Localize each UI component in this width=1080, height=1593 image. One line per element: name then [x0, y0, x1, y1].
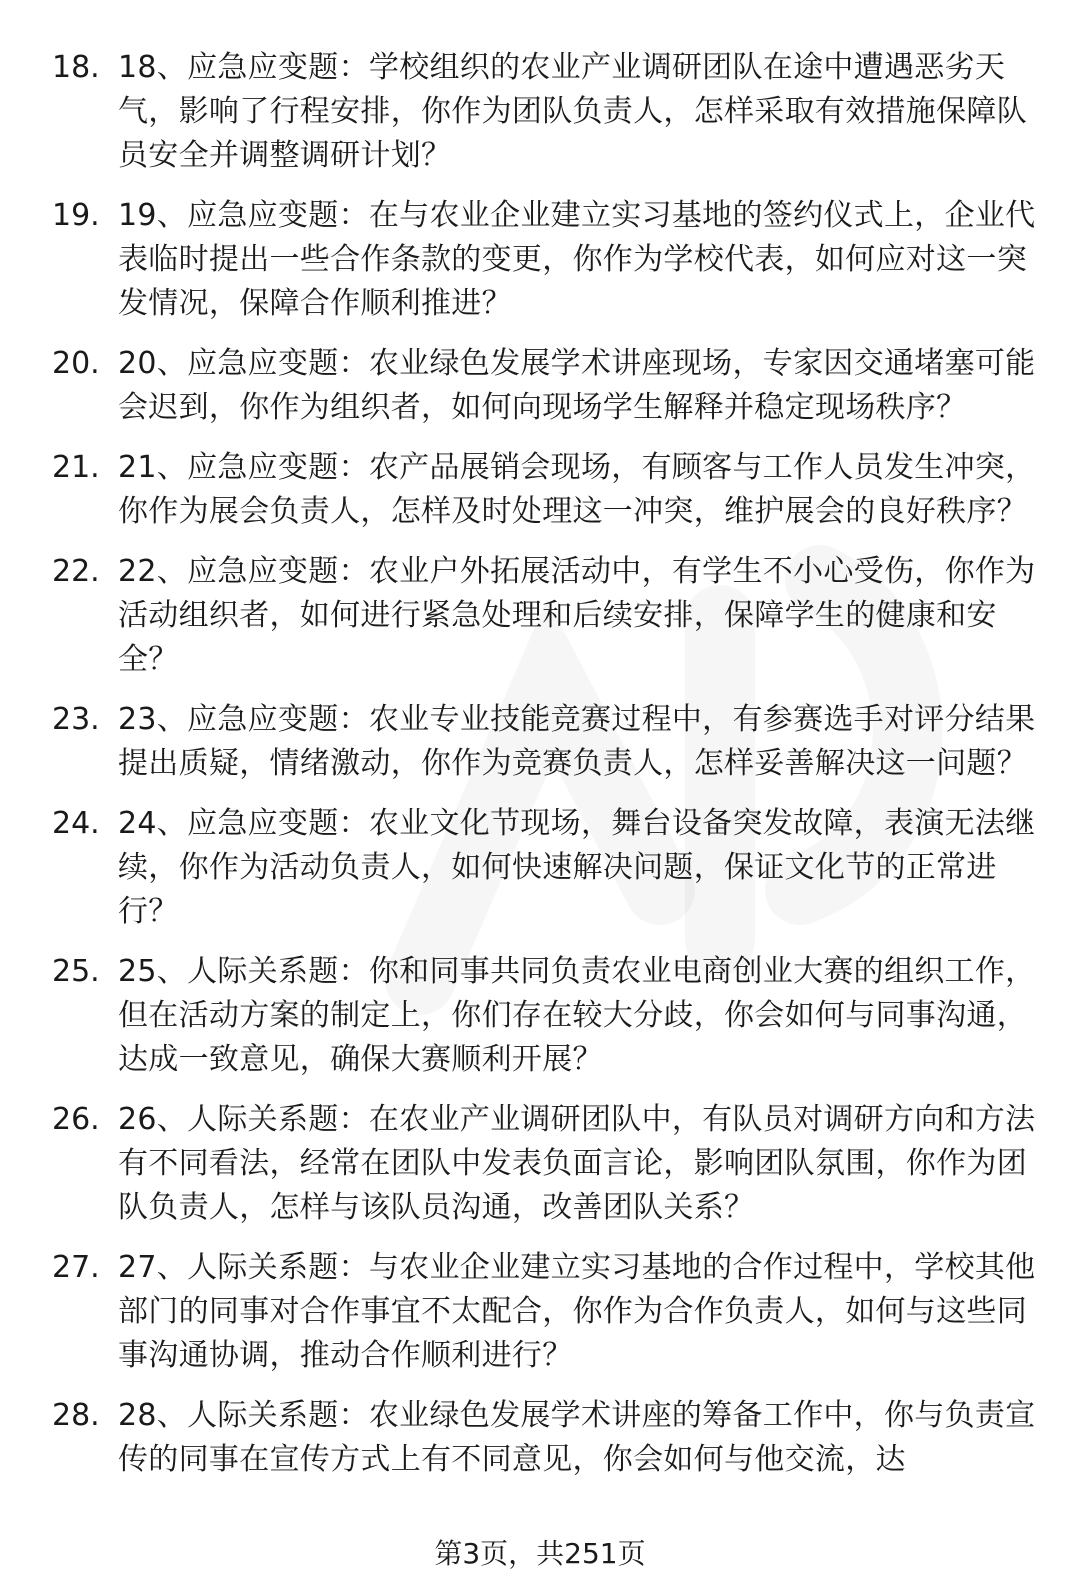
question-number: 26.	[52, 1102, 100, 1137]
question-number: 28.	[52, 1398, 100, 1433]
question-number: 19.	[52, 198, 100, 233]
question-item-18	[52, 46, 1037, 178]
question-number: 21.	[52, 450, 100, 485]
question-item-27	[52, 1246, 1037, 1378]
question-item-24	[52, 802, 1037, 934]
question-item-23	[52, 698, 1037, 786]
question-text: 27、人际关系题：与农业企业建立实习基地的合作过程中，学校其他部门的同事对合作事宜不太配合，你作为合作负责人，如何与这些同事沟通协调，推动合作顺利进行？	[118, 1250, 1036, 1373]
question-item-22	[52, 550, 1037, 682]
question-number: 24.	[52, 806, 100, 841]
question-text: 26、人际关系题：在农业产业调研团队中，有队员对调研方向和方法有不同看法，经常在团队中发表负面言论，影响团队氛围，你作为团队负责人，怎样与该队员沟通，改善团队关系？	[118, 1102, 1036, 1225]
question-text: 23、应急应变题：农业专业技能竞赛过程中，有参赛选手对评分结果提出质疑，情绪激动，你作为竞赛负责人，怎样妥善解决这一问题？	[118, 702, 1036, 781]
question-text: 19、应急应变题：在与农业企业建立实习基地的签约仪式上，企业代表临时提出一些合作条款的变更，你作为学校代表，如何应对这一突发情况，保障合作顺利推进？	[118, 198, 1036, 321]
page-indicator: 第3页，共251页	[434, 1537, 646, 1570]
question-item-19	[52, 194, 1037, 326]
question-number: 20.	[52, 346, 100, 381]
question-text: 20、应急应变题：农业绿色发展学术讲座现场，专家因交通堵塞可能会迟到，你作为组织者，如何向现场学生解释并稳定现场秩序？	[118, 346, 1036, 425]
question-number: 27.	[52, 1250, 100, 1285]
question-item-25	[52, 950, 1037, 1082]
question-number: 23.	[52, 702, 100, 737]
question-item-28	[52, 1394, 1037, 1482]
question-number: 18.	[52, 50, 100, 85]
question-text: 24、应急应变题：农业文化节现场，舞台设备突发故障，表演无法继续，你作为活动负责人，如何快速解决问题，保证文化节的正常进行？	[118, 806, 1036, 929]
question-number: 25.	[52, 954, 100, 989]
question-number: 22.	[52, 554, 100, 589]
question-text: 18、应急应变题：学校组织的农业产业调研团队在途中遭遇恶劣天气，影响了行程安排，你作为团队负责人，怎样采取有效措施保障队员安全并调整调研计划？	[118, 50, 1027, 173]
question-text: 28、人际关系题：农业绿色发展学术讲座的筹备工作中，你与负责宣传的同事在宣传方式上有不同意见，你会如何与他交流，达	[118, 1398, 1036, 1477]
question-text: 22、应急应变题：农业户外拓展活动中，有学生不小心受伤，你作为活动组织者，如何进行紧急处理和后续安排，保障学生的健康和安全？	[118, 554, 1036, 677]
question-list	[52, 46, 1037, 1498]
question-item-20	[52, 342, 1037, 430]
question-text: 25、人际关系题：你和同事共同负责农业电商创业大赛的组织工作，但在活动方案的制定上，你们存在较大分歧，你会如何与同事沟通，达成一致意见，确保大赛顺利开展？	[118, 954, 1036, 1077]
question-item-26	[52, 1098, 1037, 1230]
question-item-21	[52, 446, 1037, 534]
question-text: 21、应急应变题：农产品展销会现场，有顾客与工作人员发生冲突，你作为展会负责人，怎样及时处理这一冲突，维护展会的良好秩序？	[118, 450, 1036, 529]
